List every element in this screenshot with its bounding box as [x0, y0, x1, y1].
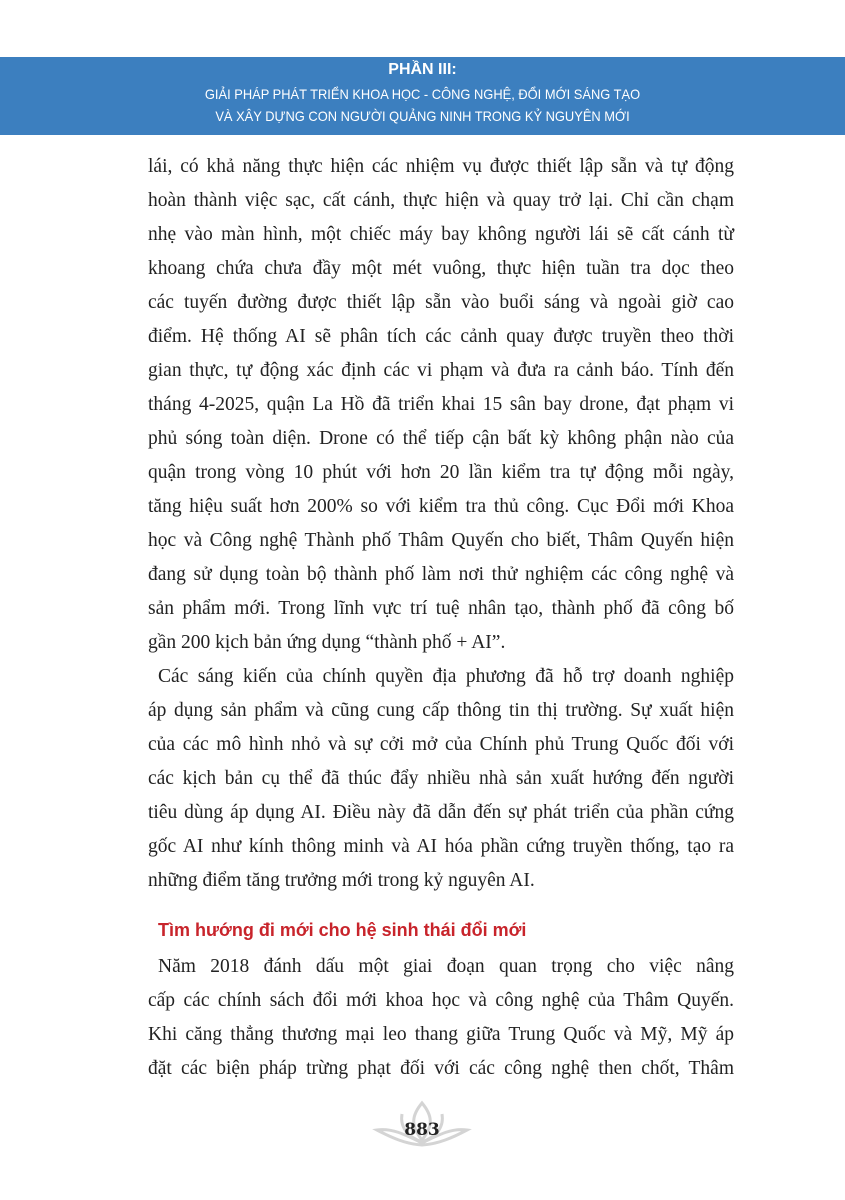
part-title: PHẦN III:: [388, 61, 457, 78]
text-line: các kịch bản cụ thể đã thúc đẩy nhiều nhà sản xuất hướng đến người: [148, 768, 734, 789]
section-header-band: [0, 57, 845, 135]
text-line: những điểm tăng trưởng mới trong kỷ nguyên AI.: [148, 870, 535, 891]
paragraph: [148, 950, 734, 1086]
text-line: khoang chứa chưa đầy một mét vuông, thực hiện tuần tra dọc theo: [148, 258, 734, 279]
text-line: Năm 2018 đánh dấu một giai đoạn quan trọng cho việc nâng: [158, 956, 734, 977]
text-line: áp dụng sản phẩm và cũng cung cấp thông tin thị trường. Sự xuất hiện: [148, 700, 734, 721]
text-line: điểm. Hệ thống AI sẽ phân tích các cảnh quay được truyền theo thời: [148, 326, 734, 347]
text-line: hoàn thành việc sạc, cất cánh, thực hiện và quay trở lại. Chỉ cần chạm: [148, 190, 734, 211]
paragraph: [148, 150, 734, 660]
text-line: tiêu dùng áp dụng AI. Điều này đã dẫn đến sự phát triển của phần cứng: [148, 802, 734, 823]
text-line: của các mô hình nhỏ và sự cởi mở của Chính phủ Trung Quốc đối với: [148, 734, 734, 755]
text-line: các tuyến đường được thiết lập sẵn vào buổi sáng và ngoài giờ cao: [148, 292, 734, 313]
text-line: học và Công nghệ Thành phố Thâm Quyến cho biết, Thâm Quyến hiện: [148, 530, 734, 551]
text-line: đặt các biện pháp trừng phạt đối với các công nghệ then chốt, Thâm: [148, 1058, 734, 1079]
text-line: quận trong vòng 10 phút với hơn 20 lần kiểm tra tự động mỗi ngày,: [148, 462, 734, 483]
text-line: gian thực, tự động xác định các vi phạm và đưa ra cảnh báo. Tính đến: [148, 360, 734, 381]
section-heading: Tìm hướng đi mới cho hệ sinh thái đổi mới: [158, 920, 527, 940]
page-number: 883: [404, 1120, 440, 1140]
body-text: [148, 150, 734, 1086]
text-line: Khi căng thẳng thương mại leo thang giữa Trung Quốc và Mỹ, Mỹ áp: [148, 1024, 734, 1045]
part-subtitle-line-2: VÀ XÂY DỰNG CON NGƯỜI QUẢNG NINH TRONG KỶ NGUYÊN MỚI: [215, 108, 630, 124]
text-line: Các sáng kiến của chính quyền địa phương đã hỗ trợ doanh nghiệp: [158, 666, 734, 687]
text-line: lái, có khả năng thực hiện các nhiệm vụ được thiết lập sẵn và tự động: [148, 156, 734, 177]
text-line: cấp các chính sách đổi mới khoa học và công nghệ của Thâm Quyến.: [148, 990, 734, 1011]
page-footer: [372, 1100, 472, 1150]
part-subtitle-line-1: GIẢI PHÁP PHÁT TRIỂN KHOA HỌC - CÔNG NGHỆ, ĐỔI MỚI SÁNG TẠO: [204, 86, 641, 102]
text-line: sản phẩm mới. Trong lĩnh vực trí tuệ nhân tạo, thành phố đã công bố: [148, 598, 734, 619]
paragraph: [148, 660, 734, 898]
text-line: tháng 4-2025, quận La Hồ đã triển khai 15 sân bay drone, đạt phạm vi: [148, 394, 734, 415]
text-line: gần 200 kịch bản ứng dụng “thành phố + AI”.: [148, 632, 506, 653]
text-line: nhẹ vào màn hình, một chiếc máy bay không người lái sẽ cất cánh từ: [148, 224, 734, 245]
text-line: phủ sóng toàn diện. Drone có thể tiếp cận bất kỳ không phận nào của: [148, 428, 734, 449]
text-line: tăng hiệu suất hơn 200% so với kiểm tra thủ công. Cục Đổi mới Khoa: [148, 496, 734, 517]
text-line: gốc AI như kính thông minh và AI hóa phần cứng truyền thống, tạo ra: [148, 836, 734, 857]
text-line: đang sử dụng toàn bộ thành phố làm nơi thử nghiệm các công nghệ và: [148, 564, 734, 585]
